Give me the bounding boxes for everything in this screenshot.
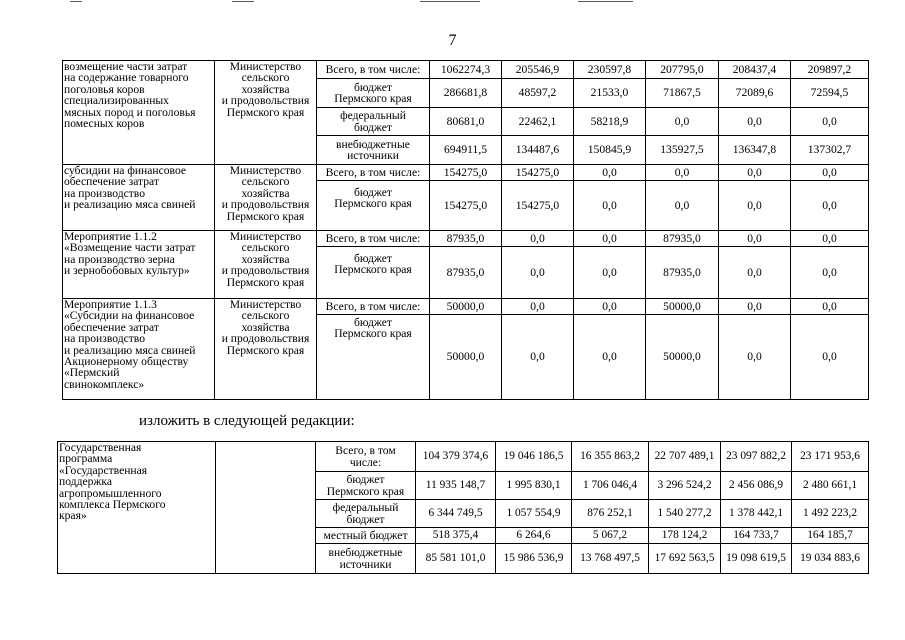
source-label: федеральный бюджет xyxy=(317,108,430,136)
value-cell: 50000,0 xyxy=(430,315,502,400)
measure-name: субсидии на финансовое обеспечение затрат на производство и реализацию мяса свиней xyxy=(63,165,215,231)
value-cell: 0,0 xyxy=(719,108,791,136)
table-previous-edition xyxy=(62,60,869,400)
value-cell: 154275,0 xyxy=(502,165,574,181)
source-label: Всего, в том числе: xyxy=(317,231,430,247)
value-cell: 876 252,1 xyxy=(572,500,649,528)
value-cell: 207795,0 xyxy=(646,61,719,79)
value-cell: 0,0 xyxy=(719,247,791,299)
value-cell: 72089,6 xyxy=(719,79,791,108)
responsible-ministry: Министерство сельского хозяйства и продовольствия Пермского края xyxy=(215,165,317,231)
value-cell: 16 355 863,2 xyxy=(572,442,649,472)
value-cell: 1 995 830,1 xyxy=(496,472,572,500)
source-label: Всего, в том числе: xyxy=(317,299,430,315)
value-cell: 154275,0 xyxy=(502,181,574,231)
value-cell: 0,0 xyxy=(791,231,869,247)
source-label: бюджет Пермского края xyxy=(316,472,416,500)
value-cell: 87935,0 xyxy=(646,231,719,247)
value-cell: 2 480 661,1 xyxy=(792,472,869,500)
value-cell: 22462,1 xyxy=(502,108,574,136)
value-cell: 5 067,2 xyxy=(572,528,649,544)
value-cell: 205546,9 xyxy=(502,61,574,79)
value-cell: 6 264,6 xyxy=(496,528,572,544)
source-label: Всего, в том числе: xyxy=(316,442,416,472)
value-cell: 0,0 xyxy=(502,299,574,315)
value-cell: 15 986 536,9 xyxy=(496,544,572,574)
value-cell: 137302,7 xyxy=(791,136,869,165)
value-cell: 0,0 xyxy=(719,231,791,247)
value-cell: 3 296 524,2 xyxy=(649,472,721,500)
new-edition-intro: изложить в следующей редакции: xyxy=(139,413,355,429)
value-cell: 286681,8 xyxy=(430,79,502,108)
value-cell: 11 935 148,7 xyxy=(416,472,496,500)
value-cell: 80681,0 xyxy=(430,108,502,136)
value-cell: 13 768 497,5 xyxy=(572,544,649,574)
value-cell: 0,0 xyxy=(574,299,646,315)
source-label: Всего, в том числе: xyxy=(317,61,430,79)
value-cell: 22 707 489,1 xyxy=(649,442,721,472)
value-cell: 0,0 xyxy=(791,299,869,315)
value-cell: 0,0 xyxy=(719,299,791,315)
value-cell: 0,0 xyxy=(791,165,869,181)
value-cell: 0,0 xyxy=(502,315,574,400)
source-label: внебюджетные источники xyxy=(317,136,430,165)
value-cell: 1 492 223,2 xyxy=(792,500,869,528)
value-cell: 1 706 046,4 xyxy=(572,472,649,500)
value-cell: 6 344 749,5 xyxy=(416,500,496,528)
value-cell: 154275,0 xyxy=(430,181,502,231)
value-cell: 23 171 953,6 xyxy=(792,442,869,472)
source-label: бюджет Пермского края xyxy=(317,79,430,108)
value-cell: 2 456 086,9 xyxy=(721,472,792,500)
source-label: бюджет Пермского края xyxy=(317,247,430,299)
value-cell: 0,0 xyxy=(791,181,869,231)
responsible-ministry: Министерство сельского хозяйства и продовольствия Пермского края xyxy=(215,61,317,165)
value-cell: 87935,0 xyxy=(646,247,719,299)
value-cell: 0,0 xyxy=(574,247,646,299)
value-cell: 164 185,7 xyxy=(792,528,869,544)
source-label: бюджет Пермского края xyxy=(317,181,430,231)
value-cell: 87935,0 xyxy=(430,247,502,299)
value-cell: 48597,2 xyxy=(502,79,574,108)
responsible-ministry: Министерство сельского хозяйства и продовольствия Пермского края xyxy=(215,231,317,299)
value-cell: 178 124,2 xyxy=(649,528,721,544)
value-cell: 164 733,7 xyxy=(721,528,792,544)
value-cell: 208437,4 xyxy=(719,61,791,79)
value-cell: 0,0 xyxy=(719,165,791,181)
value-cell: 135927,5 xyxy=(646,136,719,165)
value-cell: 0,0 xyxy=(502,247,574,299)
value-cell: 19 098 619,5 xyxy=(721,544,792,574)
program-name: Государственная программа «Государственная поддержка агропромышленного комплекса Пермского края» xyxy=(58,442,216,574)
value-cell: 0,0 xyxy=(719,181,791,231)
value-cell: 0,0 xyxy=(502,231,574,247)
value-cell: 0,0 xyxy=(574,181,646,231)
value-cell: 518 375,4 xyxy=(416,528,496,544)
value-cell: 17 692 563,5 xyxy=(649,544,721,574)
source-label: федеральный бюджет xyxy=(316,500,416,528)
value-cell: 87935,0 xyxy=(430,231,502,247)
responsible-ministry: Министерство сельского хозяйства и продовольствия Пермского края xyxy=(215,299,317,400)
value-cell: 694911,5 xyxy=(430,136,502,165)
value-cell: 0,0 xyxy=(574,231,646,247)
value-cell: 71867,5 xyxy=(646,79,719,108)
value-cell: 19 034 883,6 xyxy=(792,544,869,574)
top-scan-marks xyxy=(0,0,905,6)
value-cell: 209897,2 xyxy=(791,61,869,79)
responsible-ministry xyxy=(216,442,316,574)
value-cell: 1062274,3 xyxy=(430,61,502,79)
measure-name: Мероприятие 1.1.3 «Субсидии на финансовое обеспечение затрат на производство и реализацию мяса свиней Акционерному обществу «Пермский свинокомплекс» xyxy=(63,299,215,400)
value-cell: 230597,8 xyxy=(574,61,646,79)
value-cell: 50000,0 xyxy=(430,299,502,315)
value-cell: 0,0 xyxy=(646,108,719,136)
value-cell: 23 097 882,2 xyxy=(721,442,792,472)
value-cell: 85 581 101,0 xyxy=(416,544,496,574)
table-new-edition xyxy=(57,441,869,574)
value-cell: 0,0 xyxy=(574,315,646,400)
source-label: Всего, в том числе: xyxy=(317,165,430,181)
value-cell: 136347,8 xyxy=(719,136,791,165)
value-cell: 0,0 xyxy=(791,247,869,299)
value-cell: 154275,0 xyxy=(430,165,502,181)
value-cell: 50000,0 xyxy=(646,299,719,315)
value-cell: 21533,0 xyxy=(574,79,646,108)
value-cell: 1 540 277,2 xyxy=(649,500,721,528)
source-label: местный бюджет xyxy=(316,528,416,544)
value-cell: 19 046 186,5 xyxy=(496,442,572,472)
value-cell: 50000,0 xyxy=(646,315,719,400)
value-cell: 104 379 374,6 xyxy=(416,442,496,472)
value-cell: 72594,5 xyxy=(791,79,869,108)
value-cell: 58218,9 xyxy=(574,108,646,136)
page-number: 7 xyxy=(448,32,457,49)
value-cell: 0,0 xyxy=(646,165,719,181)
source-label: бюджет Пермского края xyxy=(317,315,430,400)
source-label: внебюджетные источники xyxy=(316,544,416,574)
value-cell: 0,0 xyxy=(791,108,869,136)
value-cell: 0,0 xyxy=(719,315,791,400)
value-cell: 0,0 xyxy=(574,165,646,181)
measure-name: возмещение части затрат на содержание товарного поголовья коров специализированных мясных пород и поголовья помесных коров xyxy=(63,61,215,165)
value-cell: 1 057 554,9 xyxy=(496,500,572,528)
value-cell: 0,0 xyxy=(791,315,869,400)
value-cell: 134487,6 xyxy=(502,136,574,165)
value-cell: 150845,9 xyxy=(574,136,646,165)
measure-name: Мероприятие 1.1.2 «Возмещение части затрат на производство зерна и зернобобовых культур» xyxy=(63,231,215,299)
value-cell: 1 378 442,1 xyxy=(721,500,792,528)
value-cell: 0,0 xyxy=(646,181,719,231)
